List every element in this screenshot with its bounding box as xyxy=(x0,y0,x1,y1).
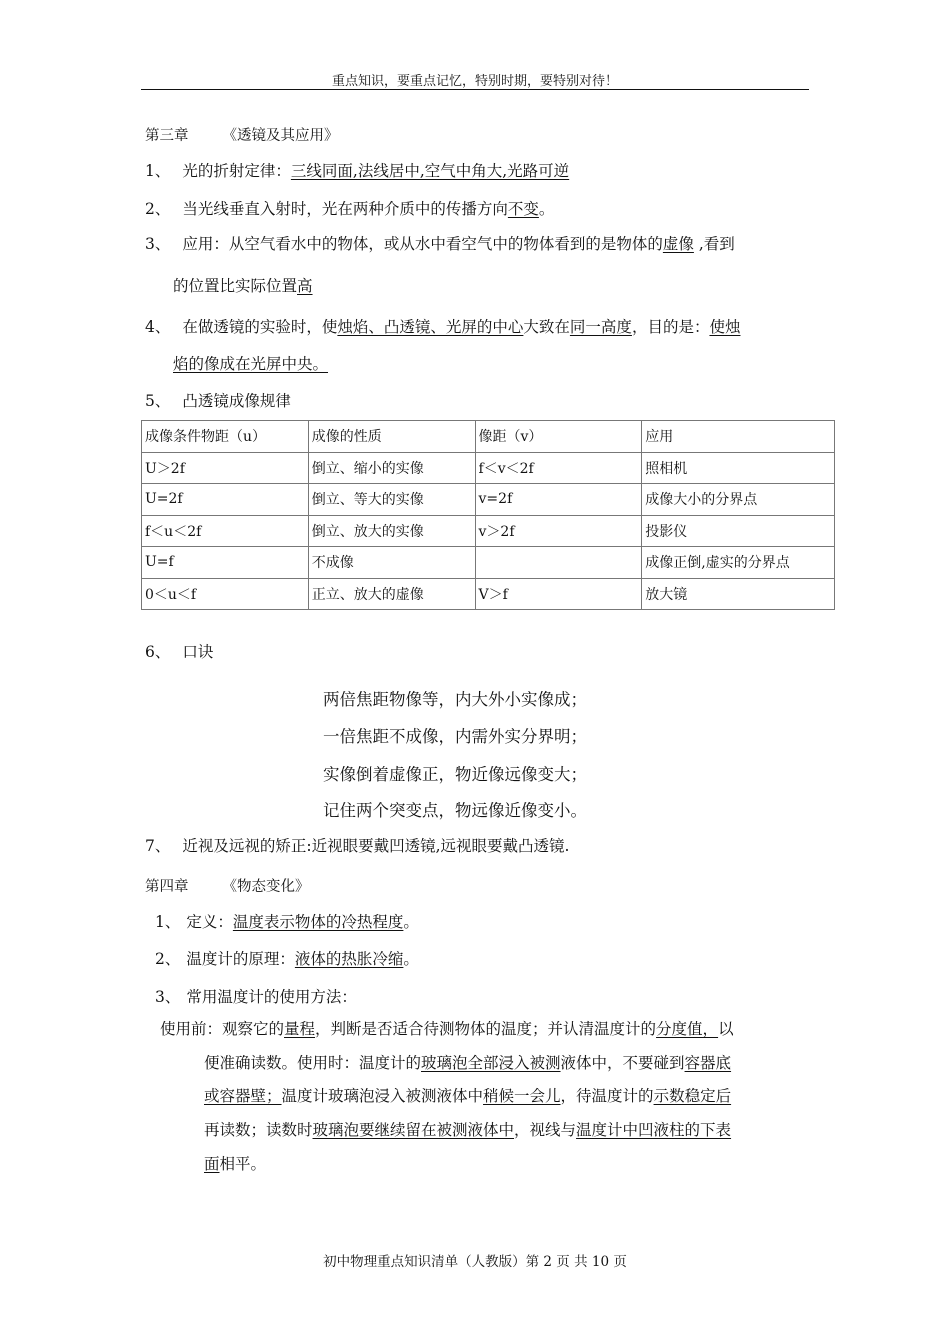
underlined-text: 温度计中凹液柱的下表 xyxy=(576,1121,732,1139)
ch3-item-6 xyxy=(145,640,213,662)
ch4-item-1 xyxy=(155,910,419,932)
ch4-item-3 xyxy=(155,985,357,1007)
underlined-text: 稍候一会儿 xyxy=(483,1087,561,1105)
item-text: 。 xyxy=(403,913,419,931)
table-cell: v＞2f xyxy=(475,515,642,547)
underlined-text: 面 xyxy=(204,1155,220,1173)
table-cell: U＞2f xyxy=(142,452,309,484)
item-text: 常用温度计的使用方法： xyxy=(186,988,357,1006)
underlined-text: 示数稳定后 xyxy=(653,1087,732,1105)
verse-line: 记住两个突变点，物远像近像变小。 xyxy=(323,801,587,820)
table-cell: 倒立、等大的实像 xyxy=(308,484,475,516)
chapter-label: 第四章 xyxy=(145,879,189,895)
paragraph-text: 使用前：观察它的 xyxy=(160,1020,285,1038)
item-number: 3、 xyxy=(155,988,181,1006)
underlined-text: 同一高度 xyxy=(569,318,632,336)
table-header-row xyxy=(142,421,835,453)
item-text: 在做透镜的实验时，使 xyxy=(182,318,338,336)
table-cell: f＜u＜2f xyxy=(142,515,309,547)
item-number: 1、 xyxy=(145,162,171,180)
paragraph-text: 液体中，不要碰到 xyxy=(560,1054,685,1072)
item-text: 定义： xyxy=(186,913,233,931)
table-header-cell: 成像条件物距（u） xyxy=(142,421,309,453)
underlined-text: 温度表示物体的冷热程度 xyxy=(232,913,404,931)
underlined-text: 分度值， xyxy=(656,1020,719,1038)
page-header: 重点知识，要重点记忆，特别时期，要特别对待！ xyxy=(331,74,618,89)
chapter-title: 《透镜及其应用》 xyxy=(222,128,339,144)
thermometer-usage-line-3 xyxy=(204,1084,731,1106)
item-text: ,看到 xyxy=(693,235,735,253)
underlined-text: 或容器壁； xyxy=(204,1087,282,1105)
ch4-item-2 xyxy=(155,947,419,969)
underlined-text: 量程 xyxy=(284,1020,316,1038)
paragraph-text: ，视线与 xyxy=(514,1121,577,1139)
chapter-title: 《物态变化》 xyxy=(222,879,310,895)
table-cell: 正立、放大的虚像 xyxy=(308,578,475,610)
item-number: 2、 xyxy=(155,950,181,968)
thermometer-usage-line-4 xyxy=(204,1118,731,1140)
item-text: 。 xyxy=(403,950,419,968)
underlined-text: 玻璃泡要继续留在被测液体中 xyxy=(312,1121,515,1139)
underlined-text: 容器底 xyxy=(684,1054,732,1072)
paragraph-text: 便准确读数。使用时：温度计的 xyxy=(204,1054,422,1072)
table-cell: 放大镜 xyxy=(642,578,835,610)
header-rule xyxy=(141,89,809,90)
item-text: 的位置比实际位置 xyxy=(173,277,298,295)
table-cell: v=2f xyxy=(475,484,642,516)
thermometer-usage-line-5 xyxy=(204,1152,266,1174)
underlined-text: 玻璃泡全部浸入被测 xyxy=(421,1054,561,1072)
underlined-text: 液体的热胀冷缩 xyxy=(294,950,404,968)
item-text: 口诀 xyxy=(182,643,214,661)
item-number: 6、 xyxy=(145,643,171,661)
lens-imaging-table xyxy=(141,420,835,610)
table-header-cell: 应用 xyxy=(642,421,835,453)
item-number: 3、 xyxy=(145,235,171,253)
chapter-4-heading xyxy=(145,875,310,896)
table-cell: 倒立、放大的实像 xyxy=(308,515,475,547)
item-number: 2、 xyxy=(145,200,171,218)
ch3-item-3-line2 xyxy=(173,274,313,296)
table-header-cell: 像距（v） xyxy=(475,421,642,453)
item-text: 光的折射定律： xyxy=(182,162,291,180)
paragraph-text: ，待温度计的 xyxy=(560,1087,654,1105)
ch3-item-7 xyxy=(145,834,569,856)
underlined-text: 三线同面,法线居中,空气中角大,光路可逆 xyxy=(290,162,570,180)
table-cell: 成像正倒,虚实的分界点 xyxy=(642,547,835,579)
underlined-text: 虚像 xyxy=(662,235,694,253)
thermometer-usage-line-2 xyxy=(204,1051,731,1073)
paragraph-text: 以 xyxy=(718,1020,734,1038)
underlined-text: 不变 xyxy=(507,200,539,218)
item-text: 凸透镜成像规律 xyxy=(182,392,291,410)
chapter-label: 第三章 xyxy=(145,128,189,144)
paragraph-text: 温度计玻璃泡浸入被测液体中 xyxy=(281,1087,484,1105)
item-text: 近视及远视的矫正:近视眼要戴凹透镜,远视眼要戴凸透镜. xyxy=(182,837,570,855)
table-cell: U=2f xyxy=(142,484,309,516)
paragraph-text: 相平。 xyxy=(219,1155,267,1173)
table-cell: 成像大小的分界点 xyxy=(642,484,835,516)
ch3-item-1 xyxy=(145,159,569,181)
table-header-cell: 成像的性质 xyxy=(308,421,475,453)
page-footer: 初中物理重点知识清单（人教版）第 2 页 共 10 页 xyxy=(323,1254,627,1270)
ch3-item-5 xyxy=(145,389,291,411)
table-cell: f＜v＜2f xyxy=(475,452,642,484)
underlined-text: 高 xyxy=(297,277,313,295)
table-row xyxy=(142,547,835,579)
table-cell: 0＜u＜f xyxy=(142,578,309,610)
table-row xyxy=(142,484,835,516)
underlined-text: 使烛 xyxy=(709,318,741,336)
item-number: 5、 xyxy=(145,392,171,410)
underlined-text: 焰的像成在光屏中央。 xyxy=(173,355,329,373)
item-number: 1、 xyxy=(155,913,181,931)
table-row xyxy=(142,515,835,547)
table-cell: 倒立、缩小的实像 xyxy=(308,452,475,484)
ch3-item-2 xyxy=(145,197,554,219)
item-text: ，目的是： xyxy=(631,318,710,336)
table-cell: 照相机 xyxy=(642,452,835,484)
item-number: 7、 xyxy=(145,837,171,855)
item-text: 。 xyxy=(538,200,555,218)
verse-line: 一倍焦距不成像，内需外实分界明； xyxy=(323,727,587,746)
verse-line: 实像倒着虚像正，物近像远像变大； xyxy=(323,765,587,784)
table-cell: 投影仪 xyxy=(642,515,835,547)
item-text: 当光线垂直入射时，光在两种介质中的传播方向 xyxy=(182,200,508,218)
chapter-3-heading xyxy=(145,124,339,145)
table-row xyxy=(142,578,835,610)
table-cell xyxy=(475,547,642,579)
table-cell: U=f xyxy=(142,547,309,579)
paragraph-text: ，判断是否适合待测物体的温度；并认清温度计的 xyxy=(315,1020,657,1038)
item-text: 温度计的原理： xyxy=(186,950,295,968)
item-text: 大致在 xyxy=(523,318,570,336)
table-cell: 不成像 xyxy=(308,547,475,579)
ch3-item-4-line2 xyxy=(173,352,328,374)
verse-line: 两倍焦距物像等，内大外小实像成； xyxy=(323,690,587,709)
table-row xyxy=(142,452,835,484)
ch3-item-3 xyxy=(145,232,735,254)
paragraph-text: 再读数；读数时 xyxy=(204,1121,313,1139)
table-cell: V＞f xyxy=(475,578,642,610)
ch3-item-4 xyxy=(145,315,740,337)
item-text: 应用：从空气看水中的物体，或从水中看空气中的物体看到的是物体的 xyxy=(182,235,663,253)
thermometer-usage-line-1 xyxy=(160,1017,734,1039)
item-number: 4、 xyxy=(145,318,171,336)
underlined-text: 烛焰、凸透镜、光屏的中心 xyxy=(337,318,524,336)
